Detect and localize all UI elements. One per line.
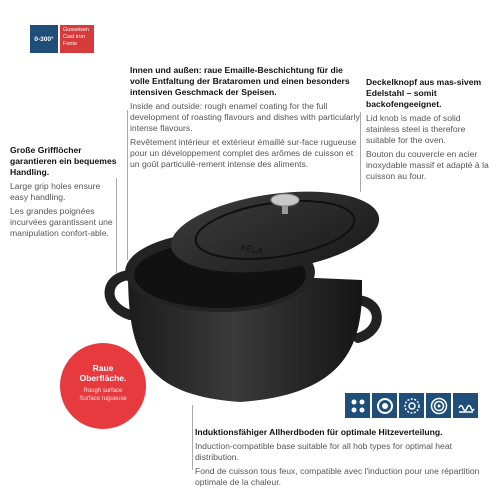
cast-iron-fr: Fonte xyxy=(63,41,78,47)
lid-logo: KELA xyxy=(239,242,265,257)
enamel-coating-de: Innen und außen: raue Emaille-Beschichtung für die volle Entfaltung der Brataromen und einen besonders intensiven Geschmack der Speisen. xyxy=(130,65,350,97)
induction-base-fr: Fond de cuisson tous feux, compatible avec l'induction pour une répartition optimale de la chaleur. xyxy=(195,466,480,487)
rough-title-line1: Raue xyxy=(92,363,114,373)
lid-knob-de: Deckelknopf aus mas-sivem Edelstahl – somit backofengeeignet. xyxy=(366,77,482,109)
halogen-hob-icon xyxy=(426,393,451,418)
cast-iron-badge xyxy=(60,25,94,53)
cast-iron-en: Cast iron xyxy=(63,34,86,40)
ceramic-hob-icon xyxy=(399,393,424,418)
induction-leader-line xyxy=(192,405,193,470)
grip-holes-de: Große Grifflöcher garantieren ein bequemes Handling. xyxy=(10,145,117,177)
rough-fr: Surface rugueuse xyxy=(79,396,127,402)
rough-surface-badge xyxy=(60,343,146,429)
induction-base-text xyxy=(195,427,495,488)
grip-holes-fr: Les grandes poignées incurvées garantissent une manipulation confort-able. xyxy=(10,206,113,238)
lid-knob-text xyxy=(366,77,491,182)
hob-icons-row xyxy=(345,393,478,418)
induction-base-en: Induction-compatible base suitable for all hob types for optimal heat distribution. xyxy=(195,441,453,462)
induction-base-de: Induktionsfähiger Allherdboden für optimale Hitzeverteilung. xyxy=(195,427,443,437)
enamel-coating-fr: Revêtement intérieur et extérieur émaillé sur-face rugueuse pour un développement complet des arômes de cuisson et un goût particuliè-rement intense des aliments. xyxy=(130,137,357,169)
cast-iron-de: Gusseisen xyxy=(63,27,89,33)
rough-title-line2: Oberfläche. xyxy=(79,373,127,383)
temperature-badge xyxy=(30,25,58,53)
electric-hob-icon xyxy=(372,393,397,418)
lid-knob-fr: Bouton du couvercle en acier inoxydable massif et adapté à la cuisson au four. xyxy=(366,149,489,181)
grip-holes-en: Large grip holes ensure easy handling. xyxy=(10,181,101,202)
induction-hob-icon xyxy=(453,393,478,418)
temperature-label: 0-300° xyxy=(34,35,54,43)
enamel-coating-text xyxy=(130,65,360,170)
rough-en: Rough surface xyxy=(83,388,123,394)
lid-knob xyxy=(271,194,299,206)
gas-hob-icon xyxy=(345,393,370,418)
enamel-coating-en: Inside and outside: rough enamel coating for the full development of roasting flavours and dishes with particularly intense flavours. xyxy=(130,101,360,133)
lid-knob-en: Lid knob is made of solid stainless steel is therefore suitable for the oven. xyxy=(366,113,466,145)
